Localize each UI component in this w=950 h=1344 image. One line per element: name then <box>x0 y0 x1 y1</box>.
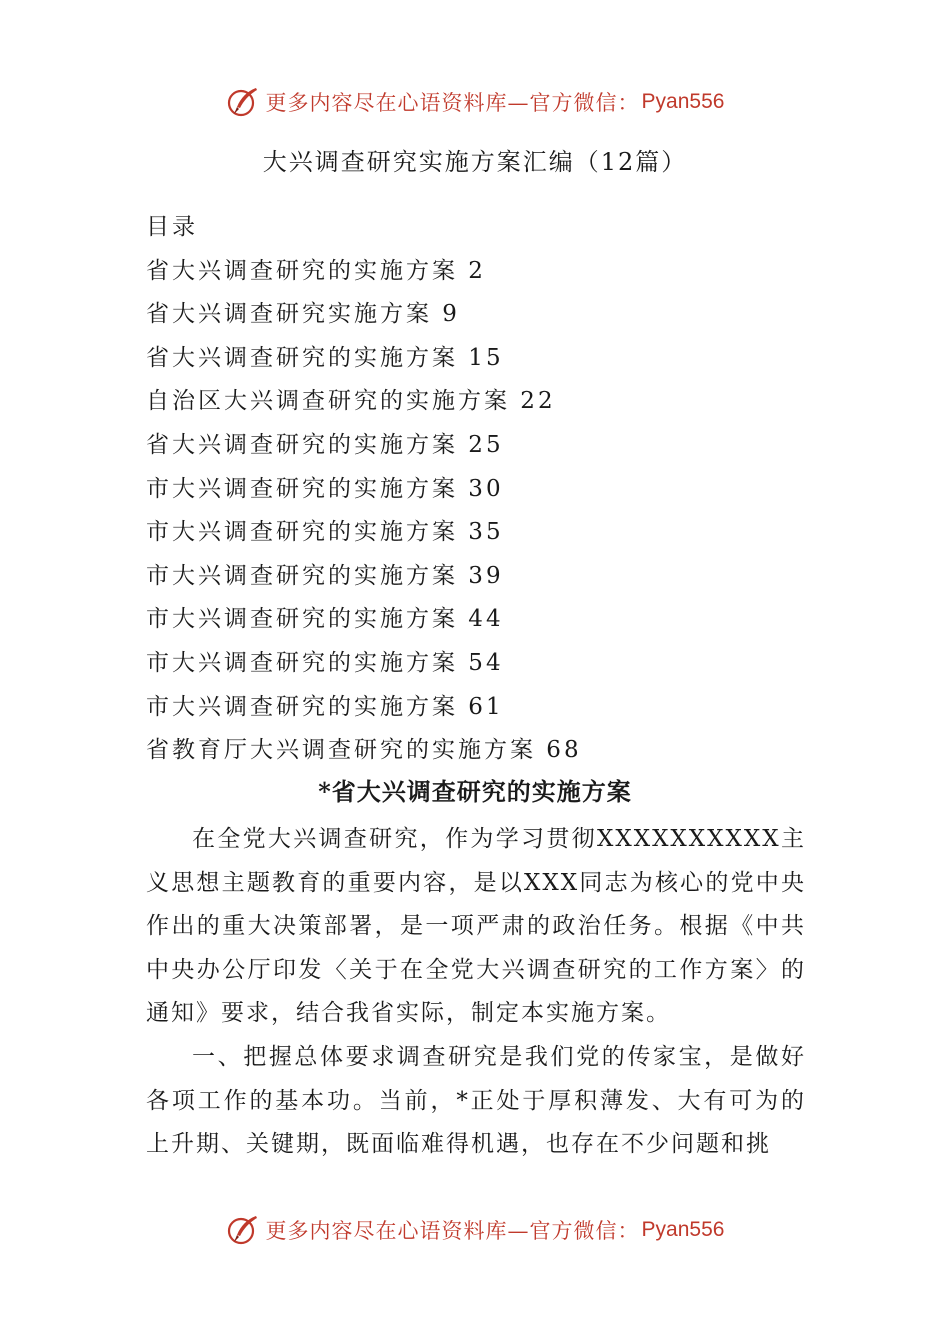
footer-banner <box>0 1210 950 1250</box>
quill-logo-icon <box>226 85 260 119</box>
header-banner <box>0 82 950 122</box>
toc-item[interactable]: 省大兴调查研究的实施方案 15 <box>146 344 504 371</box>
toc-item[interactable]: 自治区大兴调查研究的实施方案 22 <box>146 388 556 415</box>
banner-wechat-id: Pyan556 <box>641 1218 725 1241</box>
toc-item[interactable]: 市大兴调查研究的实施方案 39 <box>146 562 504 589</box>
toc-item[interactable]: 市大兴调查研究的实施方案 35 <box>146 519 504 546</box>
toc-item[interactable]: 市大兴调查研究的实施方案 61 <box>146 693 504 720</box>
toc-item[interactable]: 省大兴调查研究的实施方案 2 <box>146 257 486 284</box>
section-title: *省大兴调查研究的实施方案 <box>318 777 632 806</box>
section-body <box>146 818 806 1167</box>
toc-heading: 目录 <box>146 214 198 240</box>
toc-item[interactable]: 省大兴调查研究的实施方案 25 <box>146 431 504 458</box>
body-paragraph: 一、把握总体要求调查研究是我们党的传家宝，是做好各项工作的基本功。当前，*正处于厚积薄发、大有可为的上升期、关键期，既面临难得机遇，也存在不少问题和挑 <box>146 1043 806 1158</box>
toc-item[interactable]: 市大兴调查研究的实施方案 30 <box>146 475 504 502</box>
toc-item[interactable]: 省大兴调查研究实施方案 9 <box>146 301 460 328</box>
body-paragraph: 在全党大兴调查研究，作为学习贯彻XXXXXXXXXX主义思想主题教育的重要内容，是以XXX同志为核心的党中央作出的重大决策部署，是一项严肃的政治任务。根据《中共中央办公厅印发〈关于在全党大兴调查研究的工作方案〉的通知》要求，结合我省实际，制定本实施方案。 <box>146 826 806 1027</box>
quill-logo-icon <box>226 1213 260 1247</box>
toc-item[interactable]: 市大兴调查研究的实施方案 44 <box>146 606 504 633</box>
banner-wechat-id: Pyan556 <box>641 90 725 113</box>
toc-item[interactable]: 市大兴调查研究的实施方案 54 <box>146 649 504 676</box>
banner-text: 更多内容尽在心语资料库—官方微信： <box>265 91 640 115</box>
banner-text: 更多内容尽在心语资料库—官方微信： <box>265 1219 640 1243</box>
table-of-contents <box>146 206 846 773</box>
toc-item[interactable]: 省教育厅大兴调查研究的实施方案 68 <box>146 737 582 764</box>
document-title: 大兴调查研究实施方案汇编（12篇） <box>262 148 688 176</box>
